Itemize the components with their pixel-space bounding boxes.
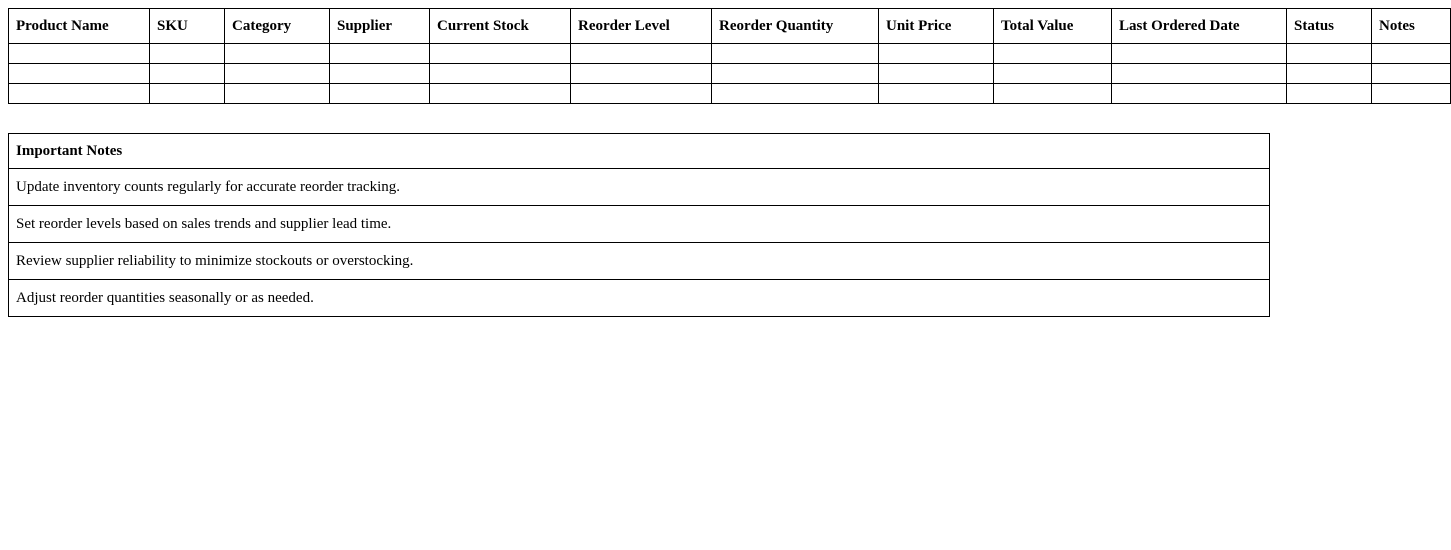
note-text: Update inventory counts regularly for accurate reorder tracking. bbox=[9, 169, 1270, 206]
cell-supplier[interactable] bbox=[330, 64, 430, 84]
cell-category[interactable] bbox=[225, 44, 330, 64]
inventory-table-head bbox=[9, 9, 1451, 44]
cell-status[interactable] bbox=[1287, 64, 1372, 84]
inventory-table-body bbox=[9, 44, 1451, 104]
cell-status[interactable] bbox=[1287, 44, 1372, 64]
cell-sku[interactable] bbox=[150, 44, 225, 64]
note-text: Review supplier reliability to minimize stockouts or overstocking. bbox=[9, 243, 1270, 280]
cell-category[interactable] bbox=[225, 84, 330, 104]
table-spacer bbox=[8, 104, 1270, 133]
cell-notes[interactable] bbox=[1372, 64, 1451, 84]
cell-status[interactable] bbox=[1287, 84, 1372, 104]
column-header-supplier: Supplier bbox=[330, 9, 430, 44]
cell-reorder-quantity[interactable] bbox=[712, 84, 879, 104]
column-header-sku: SKU bbox=[150, 9, 225, 44]
list-item bbox=[9, 169, 1270, 206]
notes-table-head bbox=[9, 134, 1270, 169]
important-notes-table bbox=[8, 133, 1270, 317]
column-header-notes: Notes bbox=[1372, 9, 1451, 44]
column-header-unit-price: Unit Price bbox=[879, 9, 994, 44]
column-header-last-ordered-date: Last Ordered Date bbox=[1112, 9, 1287, 44]
cell-current-stock[interactable] bbox=[430, 44, 571, 64]
list-item bbox=[9, 243, 1270, 280]
cell-total-value[interactable] bbox=[994, 84, 1112, 104]
column-header-reorder-level: Reorder Level bbox=[571, 9, 712, 44]
note-text: Adjust reorder quantities seasonally or as needed. bbox=[9, 280, 1270, 317]
inventory-header-row bbox=[9, 9, 1451, 44]
column-header-category: Category bbox=[225, 9, 330, 44]
cell-current-stock[interactable] bbox=[430, 84, 571, 104]
column-header-product-name: Product Name bbox=[9, 9, 150, 44]
notes-table-body bbox=[9, 169, 1270, 317]
cell-unit-price[interactable] bbox=[879, 64, 994, 84]
cell-product-name[interactable] bbox=[9, 84, 150, 104]
cell-last-ordered-date[interactable] bbox=[1112, 64, 1287, 84]
cell-product-name[interactable] bbox=[9, 44, 150, 64]
cell-notes[interactable] bbox=[1372, 44, 1451, 64]
column-header-important-notes: Important Notes bbox=[9, 134, 1270, 169]
cell-supplier[interactable] bbox=[330, 84, 430, 104]
note-text: Set reorder levels based on sales trends and supplier lead time. bbox=[9, 206, 1270, 243]
column-header-total-value: Total Value bbox=[994, 9, 1112, 44]
cell-reorder-quantity[interactable] bbox=[712, 64, 879, 84]
cell-sku[interactable] bbox=[150, 64, 225, 84]
cell-last-ordered-date[interactable] bbox=[1112, 44, 1287, 64]
notes-header-row bbox=[9, 134, 1270, 169]
column-header-status: Status bbox=[1287, 9, 1372, 44]
cell-unit-price[interactable] bbox=[879, 84, 994, 104]
cell-reorder-level[interactable] bbox=[571, 64, 712, 84]
column-header-current-stock: Current Stock bbox=[430, 9, 571, 44]
cell-product-name[interactable] bbox=[9, 64, 150, 84]
cell-total-value[interactable] bbox=[994, 64, 1112, 84]
cell-sku[interactable] bbox=[150, 84, 225, 104]
cell-reorder-quantity[interactable] bbox=[712, 44, 879, 64]
table-row[interactable] bbox=[9, 64, 1451, 84]
list-item bbox=[9, 280, 1270, 317]
list-item bbox=[9, 206, 1270, 243]
column-header-reorder-quantity: Reorder Quantity bbox=[712, 9, 879, 44]
cell-last-ordered-date[interactable] bbox=[1112, 84, 1287, 104]
cell-category[interactable] bbox=[225, 64, 330, 84]
cell-total-value[interactable] bbox=[994, 44, 1112, 64]
table-row[interactable] bbox=[9, 84, 1451, 104]
cell-supplier[interactable] bbox=[330, 44, 430, 64]
cell-reorder-level[interactable] bbox=[571, 44, 712, 64]
cell-reorder-level[interactable] bbox=[571, 84, 712, 104]
cell-current-stock[interactable] bbox=[430, 64, 571, 84]
inventory-table bbox=[8, 8, 1451, 104]
cell-unit-price[interactable] bbox=[879, 44, 994, 64]
cell-notes[interactable] bbox=[1372, 84, 1451, 104]
table-row[interactable] bbox=[9, 44, 1451, 64]
